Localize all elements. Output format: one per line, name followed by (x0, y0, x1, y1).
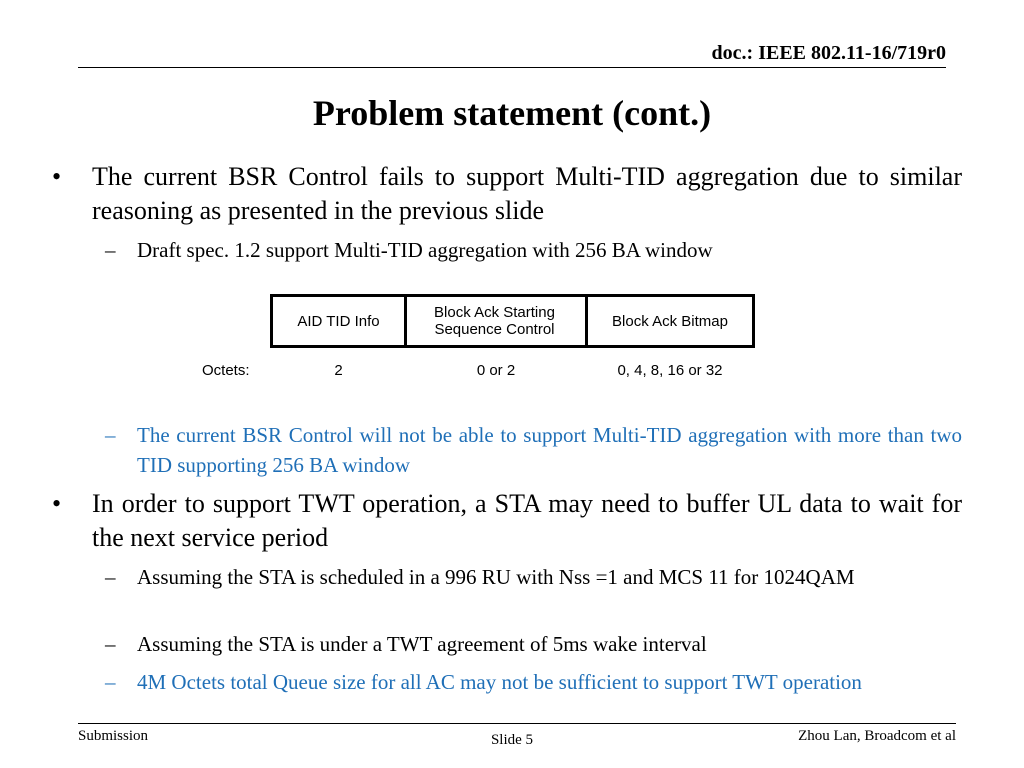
footer-author: Zhou Lan, Broadcom et al (798, 728, 956, 744)
bullet-text: The current BSR Control fails to support Multi-TID aggregation due to similar reasoning as presented in the previous slide (92, 162, 962, 225)
sub-bullet-text: The current BSR Control will not be able to support Multi-TID aggregation with more than two TID supporting 256 BA window (137, 423, 962, 477)
sub-bullet-draft-spec (105, 235, 962, 265)
bullet-dot: • (52, 489, 62, 518)
footer-rule (78, 723, 956, 724)
field-aid-tid-info (270, 294, 407, 348)
sub-bullet-bsr-not-able (105, 420, 962, 480)
doc-id: doc.: IEEE 802.11-16/719r0 (711, 42, 946, 64)
bullet-dot: • (52, 162, 62, 191)
dash-marker: – (105, 632, 116, 656)
header-rule (78, 67, 946, 68)
sub-bullet-queue-size (105, 667, 962, 697)
field-label: Block Ack Bitmap (612, 312, 728, 330)
dash-marker: – (105, 670, 116, 694)
slide-title: Problem statement (cont.) (312, 93, 712, 133)
field-label: AID TID Info (297, 312, 380, 330)
field-label-line2: Sequence Control (434, 321, 555, 338)
sub-bullet-text: Draft spec. 1.2 support Multi-TID aggregation with 256 BA window (137, 238, 713, 262)
footer-submission: Submission (78, 728, 149, 744)
footer-slide-number: Slide 5 (490, 732, 534, 748)
octets-aid-tid-info: 2 (334, 362, 343, 379)
sub-bullet-text: Assuming the STA is scheduled in a 996 RU with Nss =1 and MCS 11 for 1024QAM (137, 565, 855, 589)
field-label-line1: Block Ack Starting (434, 304, 555, 321)
field-label (434, 304, 555, 338)
dash-marker: – (105, 565, 116, 589)
dash-marker: – (105, 423, 116, 447)
sub-bullet-text: Assuming the STA is under a TWT agreement of 5ms wake interval (137, 632, 707, 656)
bullet-twt-buffer (52, 487, 962, 555)
dash-marker: – (105, 238, 116, 262)
bullet-text: In order to support TWT operation, a STA may need to buffer UL data to wait for the next service period (92, 489, 962, 552)
sub-bullet-996-ru (105, 562, 962, 592)
field-block-ack-bitmap (585, 294, 755, 348)
sub-bullet-text: 4M Octets total Queue size for all AC may not be sufficient to support TWT operation (137, 670, 862, 694)
octets-block-ack-bitmap: 0, 4, 8, 16 or 32 (617, 362, 723, 379)
sub-bullet-twt-agreement (105, 629, 962, 659)
field-block-ack-ssc (404, 294, 588, 348)
octets-label: Octets: (202, 362, 250, 379)
bullet-bsr-fails (52, 160, 962, 228)
octets-block-ack-ssc: 0 or 2 (476, 362, 516, 379)
